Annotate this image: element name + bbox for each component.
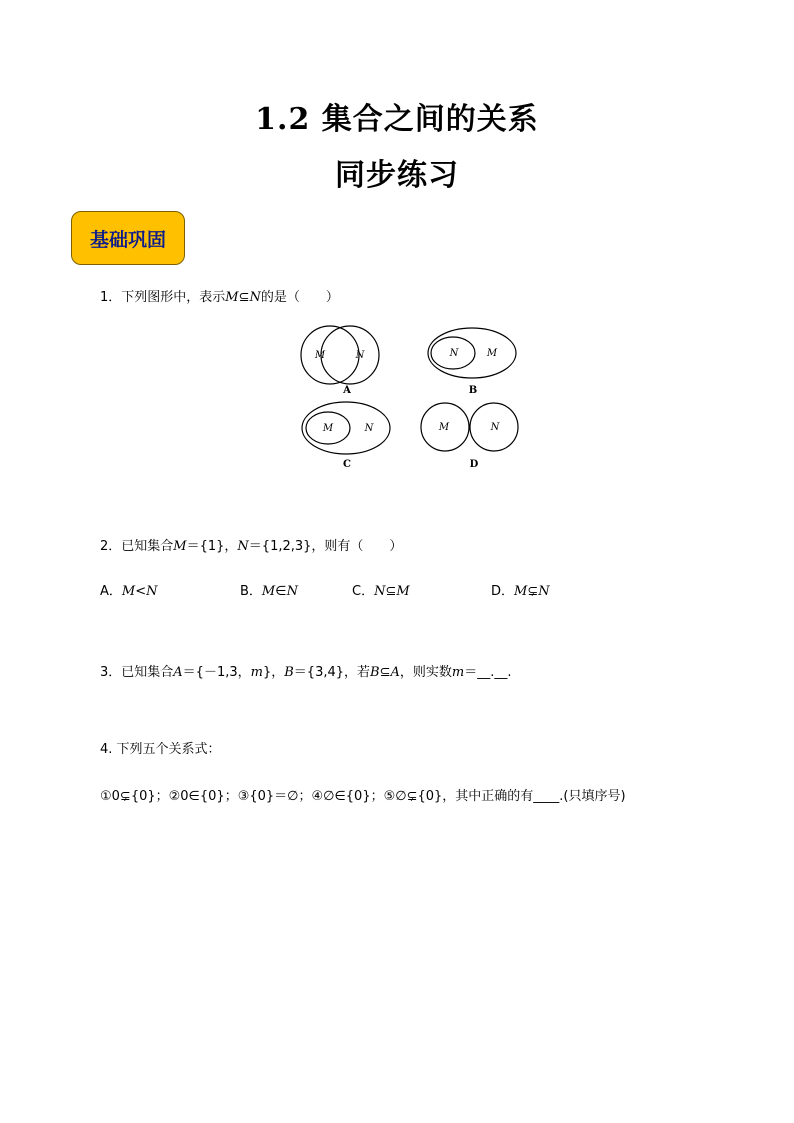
venn-c-outer-ellipse bbox=[302, 402, 390, 454]
q2-option-b-label: B． bbox=[240, 584, 262, 599]
venn-b-outer-ellipse bbox=[428, 328, 516, 378]
venn-d-caption: D bbox=[469, 459, 479, 470]
q2-option-b-rel: ∈ bbox=[275, 584, 287, 599]
q2-option-b[interactable] bbox=[240, 580, 298, 599]
q2-option-a-left: M bbox=[121, 584, 136, 599]
q2-m-value: ＝{1}， bbox=[186, 539, 238, 554]
q2-option-a[interactable] bbox=[100, 580, 158, 599]
venn-d-left-label: M bbox=[438, 422, 450, 433]
q2-option-a-rel: < bbox=[135, 584, 147, 599]
venn-b-caption: B bbox=[468, 385, 478, 396]
venn-a-right-label: N bbox=[355, 350, 365, 361]
q2-option-c[interactable] bbox=[352, 580, 410, 599]
q3-a2: A bbox=[390, 665, 400, 680]
q1-subset-symbol: ⊆ bbox=[238, 290, 250, 305]
q3-prefix: 3．已知集合 bbox=[100, 665, 174, 680]
question-2 bbox=[100, 535, 402, 554]
q2-option-b-right: N bbox=[286, 584, 298, 599]
q2-option-d[interactable] bbox=[491, 580, 550, 599]
q3-b: B bbox=[284, 665, 294, 680]
q2-option-c-rel: ⊆ bbox=[385, 584, 397, 599]
q1-prefix: 1．下列图形中，表示 bbox=[100, 290, 226, 305]
q1-n: N bbox=[249, 290, 261, 305]
q3-b2: B bbox=[370, 665, 380, 680]
q2-option-a-right: N bbox=[146, 584, 158, 599]
q2-option-d-right: N bbox=[538, 584, 550, 599]
venn-b-outer-label: M bbox=[486, 348, 498, 359]
q2-m: M bbox=[173, 539, 187, 554]
q3-m: m bbox=[250, 665, 263, 680]
q2-option-d-rel: ⊊ bbox=[527, 584, 539, 599]
venn-a-left-label: M bbox=[314, 350, 326, 361]
q2-option-c-left: N bbox=[374, 584, 386, 599]
q2-option-b-left: M bbox=[261, 584, 276, 599]
q3-m2: m bbox=[451, 665, 465, 680]
q3-answer-blank: ＝__.__. bbox=[464, 665, 512, 680]
page-subtitle: 同步练习 bbox=[335, 158, 459, 193]
venn-c-caption: C bbox=[343, 459, 351, 470]
venn-c-outer-label: N bbox=[364, 423, 374, 434]
venn-c-inner-label: M bbox=[322, 423, 334, 434]
question-3 bbox=[100, 661, 511, 680]
venn-a-caption: A bbox=[343, 385, 351, 396]
q3-a-value: ＝{－1,3， bbox=[182, 665, 251, 680]
q2-n: N bbox=[237, 539, 249, 554]
q2-option-d-label: D． bbox=[491, 584, 515, 599]
page-title: 1.2 集合之间的关系 bbox=[255, 102, 539, 137]
section-badge: 基础巩固 bbox=[71, 211, 185, 265]
q3-rel: ⊆ bbox=[379, 665, 391, 680]
q2-option-c-label: C． bbox=[352, 584, 375, 599]
venn-b-inner-label: N bbox=[449, 348, 459, 359]
q2-n-value: ＝{1,2,3}，则有（ ） bbox=[248, 539, 403, 554]
q3-b-value: ＝{3,4}，若 bbox=[293, 665, 371, 680]
q3-a: A bbox=[173, 665, 183, 680]
venn-d-right-label: N bbox=[490, 422, 500, 433]
q1-m: M bbox=[225, 290, 239, 305]
q2-option-a-label: A． bbox=[100, 584, 122, 599]
question-4-statements: ①0⊊{0}；②0∈{0}；③{0}＝∅；④∅∈{0}；⑤∅⊊{0}，其中正确的有____.(只填序号) bbox=[100, 789, 626, 804]
q2-option-c-right: M bbox=[396, 584, 410, 599]
q1-suffix: 的是（ ） bbox=[260, 290, 339, 305]
q2-option-d-left: M bbox=[514, 584, 528, 599]
q3-a-close: }， bbox=[262, 665, 285, 680]
q3-mid: ，则实数 bbox=[399, 665, 452, 680]
question-4-intro: 4. 下列五个关系式： bbox=[100, 742, 221, 757]
q2-prefix: 2．已知集合 bbox=[100, 539, 174, 554]
